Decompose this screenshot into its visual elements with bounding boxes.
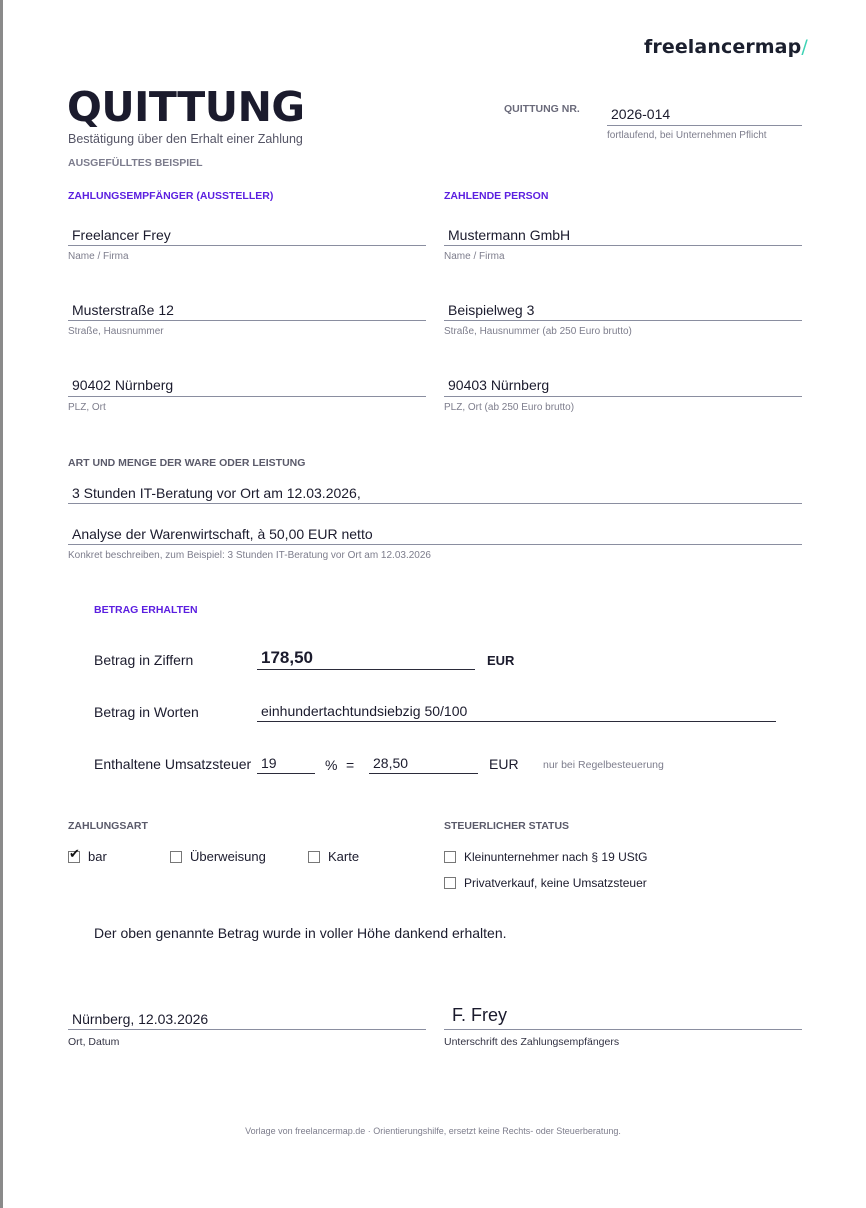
payer-street-hint: Straße, Hausnummer (ab 250 Euro brutto) xyxy=(444,326,632,337)
payer-street-line xyxy=(444,320,802,321)
payer-street-field[interactable]: Beispielweg 3 xyxy=(448,302,535,318)
confirmation-text: Der oben genannte Betrag wurde in voller Höhe dankend erhalten. xyxy=(94,925,507,941)
amount-words-field[interactable]: einhundertachtundsiebzig 50/100 xyxy=(261,703,468,719)
goods-line-2[interactable]: Analyse der Warenwirtschaft, à 50,00 EUR netto xyxy=(72,526,373,542)
signature-line xyxy=(444,1029,802,1030)
tax-privatverkauf-checkbox[interactable] xyxy=(444,877,456,889)
goods-line-2-rule xyxy=(68,544,802,545)
payee-street-line xyxy=(68,320,426,321)
page-left-edge xyxy=(0,0,3,1208)
signature-hint: Unterschrift des Zahlungsempfängers xyxy=(444,1036,620,1048)
vat-currency: EUR xyxy=(489,756,519,772)
payee-street-field[interactable]: Musterstraße 12 xyxy=(72,302,174,318)
payee-name-field[interactable]: Freelancer Frey xyxy=(72,227,171,243)
receipt-number-hint: fortlaufend, bei Unternehmen Pflicht xyxy=(607,130,767,141)
payer-name-field[interactable]: Mustermann GmbH xyxy=(448,227,571,243)
payment-transfer-label: Überweisung xyxy=(190,849,266,864)
payment-card-checkbox[interactable] xyxy=(308,851,320,863)
goods-hint: Konkret beschreiben, zum Beispiel: 3 Stunden IT-Beratung vor Ort am 12.03.2026 xyxy=(68,550,431,561)
page-title: QUITTUNG xyxy=(67,83,305,131)
payee-city-field[interactable]: 90402 Nürnberg xyxy=(72,377,174,393)
amount-words-label: Betrag in Worten xyxy=(94,704,199,720)
amount-digits-line xyxy=(257,669,475,670)
payee-city-line xyxy=(68,396,426,397)
payee-section-label: ZAHLUNGSEMPFÄNGER (AUSSTELLER) xyxy=(68,190,274,202)
signature-field[interactable]: F. Frey xyxy=(452,1005,508,1025)
amount-currency: EUR xyxy=(487,653,515,668)
vat-equals-sign: = xyxy=(346,757,355,773)
footer-note: Vorlage von freelancermap.de · Orientierungshilfe, ersetzt keine Rechts- oder Steuerberatung. xyxy=(245,1126,621,1136)
payment-bar-checkbox[interactable] xyxy=(68,847,80,863)
receipt-number-line xyxy=(607,125,802,126)
payer-section-label: ZAHLENDE PERSON xyxy=(444,190,549,202)
page-subtitle: Bestätigung über den Erhalt einer Zahlung xyxy=(68,132,303,146)
payment-transfer-checkbox[interactable] xyxy=(170,851,182,863)
payment-method-section-label: ZAHLUNGSART xyxy=(68,820,148,832)
tax-kleinunternehmer-checkbox[interactable] xyxy=(444,851,456,863)
place-date-field[interactable]: Nürnberg, 12.03.2026 xyxy=(72,1011,209,1027)
payer-city-line xyxy=(444,396,802,397)
example-badge: AUSGEFÜLLTES BEISPIEL xyxy=(68,157,203,169)
payment-card-label: Karte xyxy=(328,849,360,864)
goods-section-label: ART UND MENGE DER WARE ODER LEISTUNG xyxy=(68,457,306,469)
payer-city-hint: PLZ, Ort (ab 250 Euro brutto) xyxy=(444,402,575,413)
place-date-hint: Ort, Datum xyxy=(68,1036,120,1048)
vat-label: Enthaltene Umsatzsteuer xyxy=(94,756,252,772)
goods-line-1-rule xyxy=(68,503,802,504)
amount-digits-field[interactable]: 178,50 xyxy=(261,648,313,667)
vat-amount-field[interactable]: 28,50 xyxy=(373,755,409,771)
vat-amount-line xyxy=(369,773,478,774)
place-date-line xyxy=(68,1029,426,1030)
check-icon: ✔ xyxy=(69,847,80,862)
payee-street-hint: Straße, Hausnummer xyxy=(68,326,164,337)
amount-digits-label: Betrag in Ziffern xyxy=(94,652,194,668)
payee-name-hint: Name / Firma xyxy=(68,251,129,262)
vat-rate-line xyxy=(257,773,315,774)
receipt-number-value[interactable]: 2026-014 xyxy=(611,106,671,122)
tax-privatverkauf-label: Privatverkauf, keine Umsatzsteuer xyxy=(464,876,647,890)
tax-status-section-label: STEUERLICHER STATUS xyxy=(444,820,570,832)
payee-city-hint: PLZ, Ort xyxy=(68,402,106,413)
amount-words-line xyxy=(257,721,776,722)
receipt-number-label: QUITTUNG NR. xyxy=(504,103,580,115)
vat-percent-sign: % xyxy=(325,757,338,773)
goods-line-1[interactable]: 3 Stunden IT-Beratung vor Ort am 12.03.2026, xyxy=(72,485,361,501)
vat-hint: nur bei Regelbesteuerung xyxy=(543,759,664,771)
tax-kleinunternehmer-label: Kleinunternehmer nach § 19 UStG xyxy=(464,850,648,864)
payer-name-line xyxy=(444,245,802,246)
vat-rate-field[interactable]: 19 xyxy=(261,755,277,771)
payer-name-hint: Name / Firma xyxy=(444,251,505,262)
freelancermap-logo: freelancermap/ xyxy=(644,36,808,58)
payer-city-field[interactable]: 90403 Nürnberg xyxy=(448,377,550,393)
payment-bar-label: bar xyxy=(88,849,107,864)
amount-section-label: BETRAG ERHALTEN xyxy=(94,604,198,616)
payee-name-line xyxy=(68,245,426,246)
